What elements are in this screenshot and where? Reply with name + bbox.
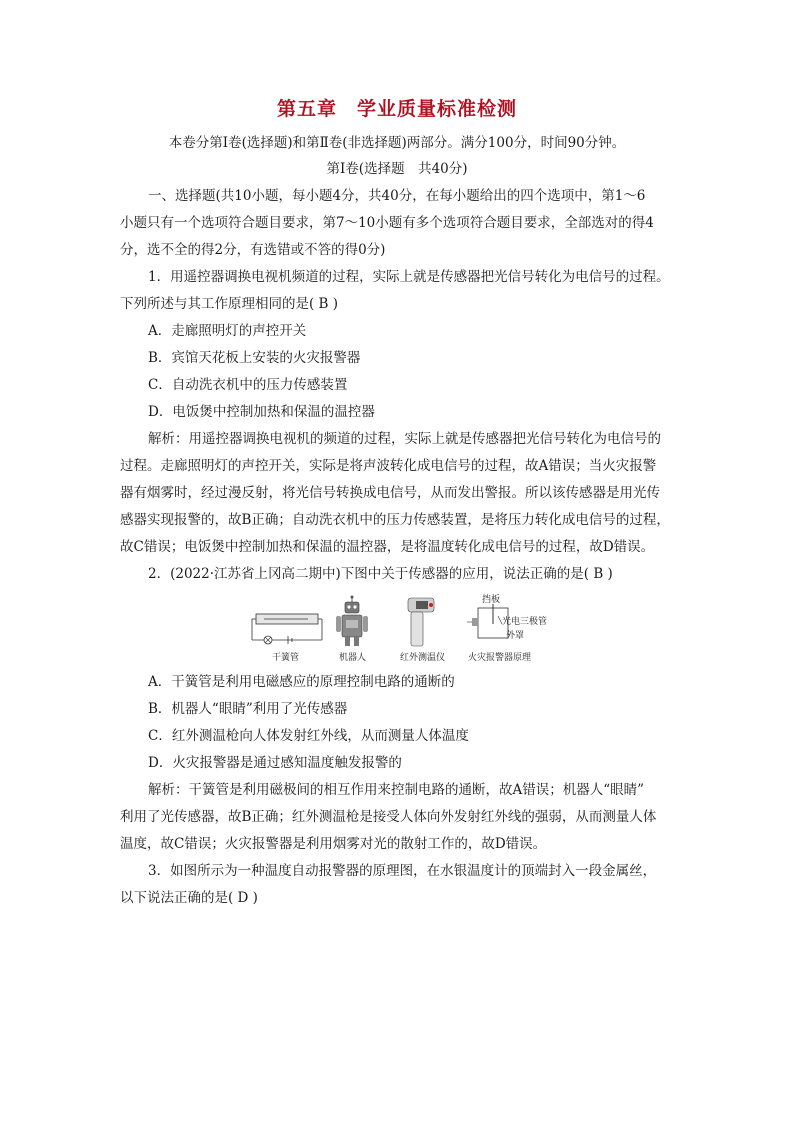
question-1-option-d: D．电饭煲中控制加热和保温的温控器: [148, 404, 375, 420]
label-baffle: 挡板: [482, 595, 501, 605]
page-title: 第五章 学业质量标准检测: [276, 98, 517, 120]
question-1-option-b: B．宾馆天花板上安装的火灾报警器: [148, 350, 361, 366]
instructions-line: 小题只有一个选项符合题目要求，第7～10小题有多个选项符合题目要求，全部选对的得4: [120, 215, 654, 231]
caption-smoke-alarm: 火灾报警器原理: [468, 653, 532, 663]
question-1-analysis: 器有烟雾时，经过漫反射，将光信号转换成电信号，从而发出警报。所以该传感器是用光传: [120, 485, 660, 501]
question-2-analysis: 解析：干簧管是利用磁极间的相互作用来控制电路的通断，故A错误；机器人“眼睛”: [148, 782, 645, 798]
instructions-line: 分，选不全的得2分，有选错或不答的得0分): [120, 242, 386, 258]
infrared-thermometer-icon: [400, 598, 445, 663]
question-2-analysis: 温度，故C错误；火灾报警器是利用烟雾对光的散射工作的，故D错误。: [120, 836, 547, 852]
question-2-option-a: A．干簧管是利用电磁感应的原理控制电路的通断的: [148, 674, 455, 690]
label-housing: 外罩: [506, 631, 525, 641]
section-heading: 第Ⅰ卷(选择题 共40分): [326, 161, 468, 177]
question-1-stem: 1．用遥控器调换电视机频道的过程，实际上就是传感器把光信号转化为电信号的过程。: [148, 269, 670, 285]
caption-robot: 机器人: [339, 653, 367, 663]
question-2-stem: 2．(2022·江苏省上冈高二期中)下图中关于传感器的应用，说法正确的是( B ): [148, 566, 613, 582]
question-1-analysis: 故C错误；电饭煲中控制加热和保温的温控器，是将温度转化成电信号的过程，故D错误。: [120, 539, 655, 555]
caption-infrared-thermometer: 红外测温仪: [400, 653, 446, 663]
question-2-option-d: D．火灾报警器是通过感知温度触发报警的: [148, 755, 402, 771]
question-1-option-a: A．走廊照明灯的声控开关: [148, 323, 307, 339]
reed-switch-diagram: [252, 614, 322, 663]
question-1-analysis: 过程。走廊照明灯的声控开关，实际是将声波转化成电信号的过程，故A错误；当火灾报警: [120, 458, 657, 474]
question-1-option-c: C．自动洗衣机中的压力传感装置: [148, 377, 348, 393]
instructions-line: 一、选择题(共10小题，每小题4分，共40分，在每小题给出的四个选项中，第1～6: [148, 188, 646, 204]
question-2-analysis: 利用了光传感器，故B正确；红外测温枪是接受人体向外发射红外线的强弱，从而测量人体: [120, 809, 657, 825]
question-2-option-b: B．机器人“眼睛”利用了光传感器: [148, 701, 348, 717]
robot-icon: [336, 596, 368, 664]
question-3-stem: 3．如图所示为一种温度自动报警器的原理图，在水银温度计的顶端封入一段金属丝，: [148, 863, 657, 879]
caption-reed-switch: 干簧管: [272, 653, 300, 663]
sensor-applications-figure: [248, 594, 548, 664]
question-1-analysis: 解析：用遥控器调换电视机的频道的过程，实际上就是传感器把光信号转化为电信号的: [148, 431, 661, 447]
question-1-analysis: 感器实现报警的，故B正确；自动洗衣机中的压力传感装置，是将压力转化成电信号的过程，: [120, 512, 670, 528]
smoke-alarm-diagram: [467, 594, 547, 663]
label-phototransistor: 光电三极管: [502, 617, 548, 627]
question-2-option-c: C．红外测温枪向人体发射红外线，从而测量人体温度: [148, 728, 469, 744]
question-3-stem: 以下说法正确的是( D ): [120, 890, 258, 906]
exam-intro: 本卷分第Ⅰ卷(选择题)和第Ⅱ卷(非选择题)两部分。满分100分，时间90分钟。: [168, 135, 626, 151]
question-1-stem: 下列所述与其工作原理相同的是( B ): [120, 296, 339, 312]
